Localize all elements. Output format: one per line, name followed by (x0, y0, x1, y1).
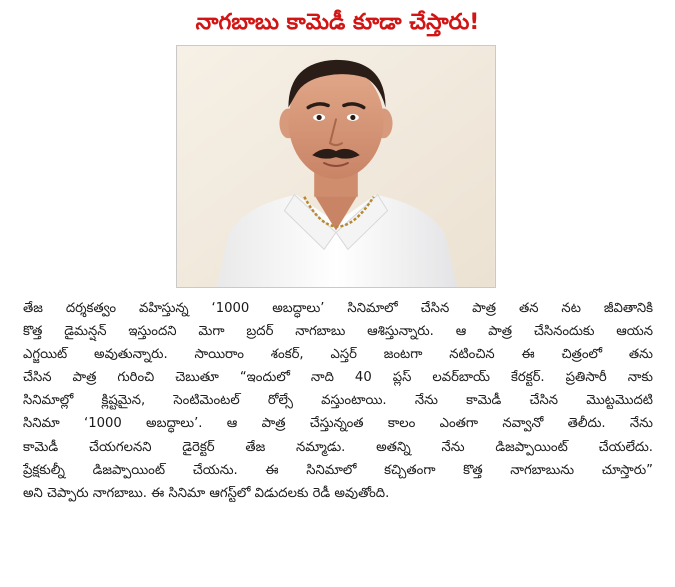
portrait-photo (176, 45, 496, 288)
article-line: ఎగ్జయిట్ అవుతున్నారు. సాయిరాం శంకర్, ఎస్తర్ జంటగా నటించిన ఈ చిత్రంలో తను (23, 347, 653, 363)
portrait-illustration (177, 46, 495, 287)
article-line: సినిమా ‘1000 అబద్ధాలు’. ఆ పాత్ర చేస్తున్నంత కాలం ఎంతగా నవ్వానో తెలీదు. నేను (23, 416, 653, 432)
article-line: తేజ దర్శకత్వం వహిస్తున్న ‘1000 అబద్ధాలు’ సినిమాలో చేసిన పాత్ర తన నట జీవితానికి (23, 301, 653, 316)
article-line: ప్రేక్షకుల్నీ డిజప్పాయింట్ చేయను. ఈ సినిమాలో కచ్చితంగా కొత్త నాగబాబును చూస్తారు” (23, 462, 653, 478)
article-line: కామెడీ చేయగలనని డైరెక్టర్ తేజ నమ్మాడు. అతన్ని నేను డిజప్పాయింట్ చేయలేదు. (23, 439, 653, 455)
article-line: కొత్త డైమన్షన్ ఇస్తుందని మెగా బ్రదర్ నాగబాబు ఆశిస్తున్నారు. ఆ పాత్ర చేసినందుకు ఆయన (23, 324, 653, 340)
article-headline: నాగబాబు కామెడీ కూడా చేస్తారు! (195, 10, 480, 35)
article-line: అని చెప్పారు నాగబాబు. ఈ సినిమా ఆగస్ట్‌లో విడుదలకు రెడీ అవుతోంది. (23, 485, 390, 501)
article-body (23, 297, 653, 505)
article-line: సినిమాల్లో క్లిష్టమైన, సెంటిమెంటల్ రోల్సే వస్తుంటాయి. నేను కామెడీ చేసిన మొట్టమొదటి (23, 393, 653, 409)
article-line: చేసిన పాత్ర గురించి చెబుతూ “ఇందులో నాది 40 ప్లస్ లవర్‌బాయ్ కేరక్టర్. ప్రతిసారీ నాకు (23, 370, 653, 386)
